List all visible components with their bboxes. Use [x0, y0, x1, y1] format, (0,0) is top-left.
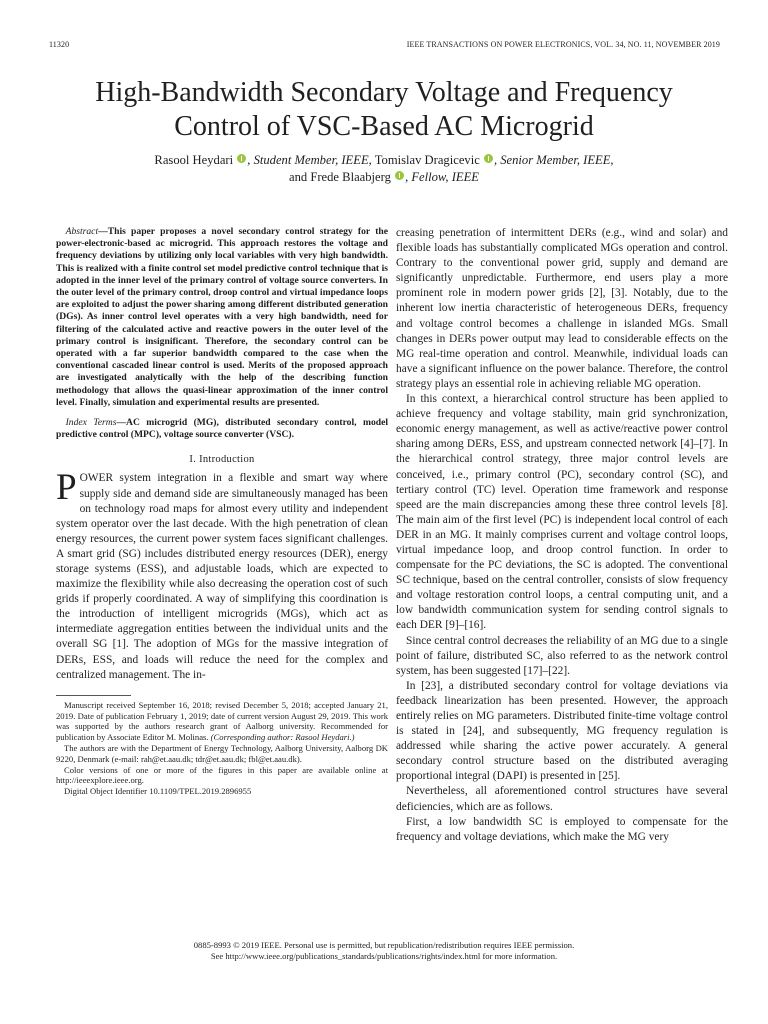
corresponding-author: (Corresponding author: Rasool Heydari.) [208, 732, 355, 743]
author-membership: , Senior Member, IEEE, [493, 153, 614, 167]
page-number: 11320 [49, 40, 70, 49]
paragraph: In this context, a hierarchical control structure has been applied to achieve frequency and voltage stability, main grid synchronization, economic energy management, as well as active/reactive power control sharing among DERs, ESS, and upstream connected network [4]–[7]. In the hierarchical control strategy, three major control levels are conceived, i.e., primary control (PC), secondary control (SC), and tertiary control (TC) level. Operation time framework and response speed are the main discrepancies among these three control levels [8]. The main aim of the first level (PC) is independent local control of each DER in an MG. It mainly comprises current and voltage control loops, virtual impedance loop, and droop control function. In order to compensate for the PC deviations, the SC is adopted. The conventional SC technique, based on the central controller, consists of slow frequency and voltage restoration control loops, a central computing unit, and a low bandwidth communication system for sending control signals to each DER [9]–[16]. [396, 393, 728, 632]
rights-link-line: See http://www.ieee.org/publications_standards/publications/rights/index.html for more information. [210, 951, 558, 961]
right-column [396, 226, 728, 845]
footnote-doi: Digital Object Identifier 10.1109/TPEL.2019.2896955 [64, 786, 252, 797]
author-list [80, 152, 688, 186]
index-terms-label: Index Terms [65, 417, 117, 429]
copyright-footer [40, 940, 728, 962]
author-name: and Frede Blaabjerg [289, 170, 391, 184]
abstract-label: Abstract [65, 226, 99, 237]
orcid-icon[interactable] [484, 154, 493, 163]
paragraph: creasing penetration of intermittent DERs (e.g., wind and solar) and flexible loads has substantially complicated MGs operation and control. Contrary to the conventional power grid, supply and demand are significantly unpredictable. Furthermore, end users play a more prominent role in modern power grids [2], [3]. Notably, due to the inherent low inertia characteristic of heterogeneous DERs, frequency and voltage control becomes a challenge in islanded MGs. Small changes in DERs power output may lead to considerable effects on the MG real-time operation and control. Meanwhile, individual loads can have a significant influence on the power balance. Therefore, the control strategy plays an essential role in achieving reliable MG operation. [396, 227, 728, 390]
orcid-icon[interactable] [237, 154, 246, 163]
author-membership: , Fellow, IEEE [405, 170, 479, 184]
index-terms-text: —AC microgrid (MG), distributed secondary control, model predictive control (MPC), voltage source converter (VSC). [56, 417, 389, 441]
intro-paragraph [56, 467, 388, 682]
section-heading: I. Introduction [189, 454, 255, 466]
intro-text: OWER system integration in a flexible and smart way where supply side and demand side are simultaneously managed has been on technology road maps for almost every utility and independent system operator over the last decade. With the high penetration of clean energy resources, the current power system faces significant challenges. A smart grid (SG) includes distributed energy resources (DER), energy storage systems (ESS), and adjustable loads, which are expected to maximize the flexibility while also decreasing the operation cost of such grids if properly coordinated. A way of simplifying this coordination is the introduction of intelligent microgrids (MGs), which act as intermediate aggregation entities between the individual units and the overall SG [1]. The adoption of MGs for the massive integration of DERs, ESS, and loads will reduce the need for the complex and centralized management. The in- [56, 472, 388, 681]
author-name: Tomislav Dragicevic [371, 153, 480, 167]
index-terms [56, 417, 388, 441]
orcid-icon[interactable] [395, 171, 404, 180]
author-name: Rasool Heydari [154, 153, 234, 167]
paragraph: Nevertheless, all aforementioned control structures have several deficiencies, which are as follows. [396, 785, 728, 813]
footnote-manuscript [56, 700, 388, 743]
title-line-1: High-Bandwidth Secondary Voltage and Frequency [95, 77, 673, 108]
title-line-2: Control of VSC-Based AC Microgrid [174, 111, 594, 142]
paper-title [40, 76, 728, 144]
paragraph: First, a low bandwidth SC is employed to compensate for the frequency and voltage deviations, which make the MG very [396, 815, 728, 843]
footnote-color: Color versions of one or more of the figures in this paper are available online at http://ieeexplore.ieee.org. [56, 764, 388, 786]
left-column [56, 226, 388, 797]
footnote-affiliation: The authors are with the Department of Energy Technology, Aalborg University, Aalborg DK 9220, Denmark (e-mail: rah@et.aau.dk; tdr@et.aau.dk; fbl@et.aau.dk). [56, 742, 388, 764]
author-line-2 [80, 169, 688, 186]
paragraph: Since central control decreases the reliability of an MG due to a single point of failure, distributed SC, also referred to as the network control system, has been suggested [17]–[22]. [396, 634, 728, 677]
footnote-manuscript-text: Manuscript received September 16, 2018; revised December 5, 2018; accepted January 21, 2019. Date of publication February 1, 2019; date of current version August 29, 2019. This work was supported by the authors research grant of Aalborg university. Recommended for publication by Associate Editor M. Molinas. [56, 699, 388, 743]
copyright-line: 0885-8993 © 2019 IEEE. Personal use is permitted, but republication/redistribution requires IEEE permission. [193, 940, 575, 950]
drop-cap: P [56, 467, 77, 509]
paragraph: In [23], a distributed secondary control for voltage deviations via feedback linearization has been presented. However, the approach entirely relies on MG parameters. Distributed finite-time voltage control is stated in [24], and subsequently, MG frequency regulation is addressed while sharing the active power accurately. A general secondary control structure based on the distributed averaging proportional integral (DAPI) is presented in [25]. [396, 679, 728, 783]
abstract-text: —This paper proposes a novel secondary control strategy for the power-electronic-based ac microgrid. This approach restores the voltage and frequency deviations by utilizing only local variables with very high bandwidth. This is realized with a finite control set model predictive control technique that is adopted in the inner level of the primary control of voltage source converters. In the outer level of the primary control, droop control and virtual impedance loops are exploited to adjust the power sharing among different distributed generation (DGs). As inner control level operates with a very high bandwidth, need for filtering of the calculated active and reactive powers in the outer level of the primary control is insignificant. Therefore, the secondary control can be operated with a far superior bandwidth compared to the case when the conventional cascaded linear control is used. Merits of the proposed approach are investigated analytically with the help of the describing function methodology that allows the quasi-linear approximation of the inner control level. Finally, simulation and experimental results are presented. [56, 226, 388, 408]
journal-header: IEEE TRANSACTIONS ON POWER ELECTRONICS, VOL. 34, NO. 11, NOVEMBER 2019 [406, 40, 720, 49]
author-membership: , Student Member, IEEE, [247, 153, 372, 167]
author-line-1 [80, 152, 688, 169]
abstract [56, 226, 388, 409]
footnote-rule [56, 695, 131, 696]
